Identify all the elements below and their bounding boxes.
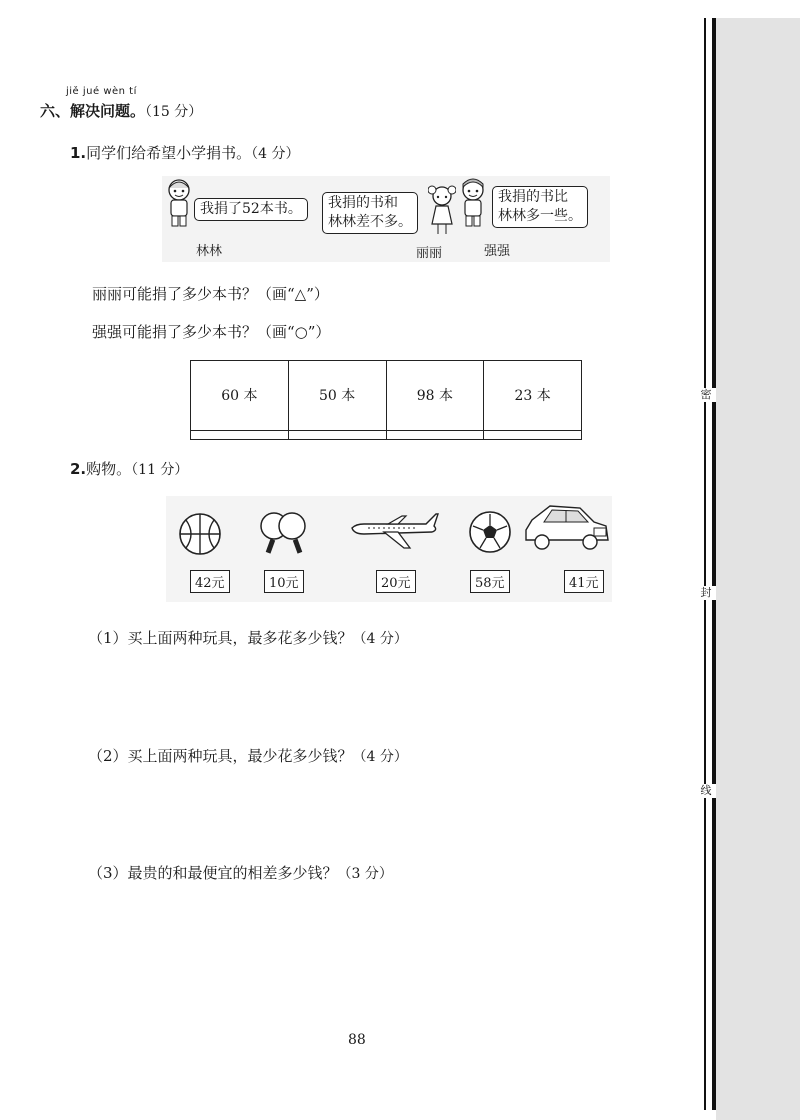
- table-header-cell: 60 本: [191, 361, 289, 431]
- price-tag-soccer: 58元: [470, 570, 510, 593]
- q2-sub1-text: （1）买上面两种玩具，最多花多少钱？: [88, 629, 353, 647]
- q2-heading: [70, 458, 188, 479]
- q2-sub1-answer-area[interactable]: [88, 660, 628, 740]
- girl-lili-icon: [428, 184, 456, 236]
- seal-mark-mi: 密: [696, 388, 716, 402]
- table-answer-cell[interactable]: [386, 430, 484, 439]
- price-tag-airplane: 20元: [376, 570, 416, 593]
- soccer-ball-icon: [468, 510, 512, 554]
- q2-points: （11 分）: [131, 462, 189, 478]
- price-tag-paddles: 10元: [264, 570, 304, 593]
- binding-strip: [716, 18, 800, 1120]
- q2-sub2-points: （4 分）: [352, 749, 408, 765]
- q2-sub2-text: （2）买上面两种玩具，最少花多少钱？: [88, 747, 353, 765]
- q2-number: 2.: [70, 460, 87, 478]
- bubble-lili: 我捐的书和 林林差不多。: [322, 192, 418, 234]
- basketball-icon: [178, 512, 222, 556]
- q1-number: 1.: [70, 144, 87, 162]
- table-answer-cell[interactable]: [288, 430, 386, 439]
- q2-sub1-points: （4 分）: [352, 631, 408, 647]
- airplane-icon: [348, 512, 440, 552]
- speech-scene: [162, 176, 610, 262]
- q2-sub3-answer-area[interactable]: [88, 895, 628, 1015]
- toy-car-icon: [522, 500, 610, 552]
- table-header-cell: 50 本: [288, 361, 386, 431]
- seal-mark-xian: 线: [696, 784, 716, 798]
- table-answer-cell[interactable]: [484, 430, 582, 439]
- name-linlin: 林林: [196, 244, 223, 259]
- table-header-row: [191, 361, 582, 431]
- q1-heading: [70, 142, 300, 163]
- table-answer-row: [191, 430, 582, 439]
- price-tag-basketball: 42元: [190, 570, 230, 593]
- bubble-qiangqiang: 我捐的书比 林林多一些。: [492, 186, 588, 228]
- answer-table: [190, 360, 582, 440]
- prompt-lili: 丽丽可能捐了多少本书？（画“△”）: [92, 285, 329, 303]
- price-tag-car: 41元: [564, 570, 604, 593]
- section-pinyin: jiě jué wèn tí: [66, 86, 137, 97]
- binding-line-thick: [712, 18, 716, 1110]
- prompt-qiangqiang: 强强可能捐了多少本书？（画“○”）: [92, 323, 331, 341]
- seal-mark-feng: 封: [696, 586, 716, 600]
- q1-text: 同学们给希望小学捐书。: [86, 144, 252, 162]
- page-number: 88: [348, 1032, 366, 1048]
- ping-pong-paddles-icon: [258, 510, 310, 558]
- name-qiangqiang: 强强: [484, 244, 511, 259]
- name-lili: 丽丽: [416, 246, 443, 261]
- boy-qiangqiang-icon: [458, 178, 488, 230]
- q2-sub3-text: （3）最贵的和最便宜的相差多少钱？: [88, 864, 338, 882]
- q1-points: （4 分）: [251, 146, 300, 162]
- section-heading: [40, 100, 202, 121]
- q2-text: 购物。: [86, 460, 132, 478]
- q2-sub3-points: （3 分）: [337, 866, 393, 882]
- section-points: （15 分）: [145, 104, 203, 120]
- q2-sub2: [88, 745, 408, 766]
- table-header-cell: 98 本: [386, 361, 484, 431]
- q2-sub2-answer-area[interactable]: [88, 778, 628, 858]
- toy-shelf: [166, 496, 612, 602]
- bubble-linlin: 我捐了52本书。: [194, 198, 308, 221]
- boy-linlin-icon: [164, 178, 194, 230]
- q2-sub1: [88, 627, 408, 648]
- table-header-cell: 23 本: [484, 361, 582, 431]
- section-title: 六、解决问题。: [40, 102, 146, 120]
- binding-line: [704, 18, 706, 1110]
- q2-sub3: [88, 862, 393, 883]
- table-answer-cell[interactable]: [191, 430, 289, 439]
